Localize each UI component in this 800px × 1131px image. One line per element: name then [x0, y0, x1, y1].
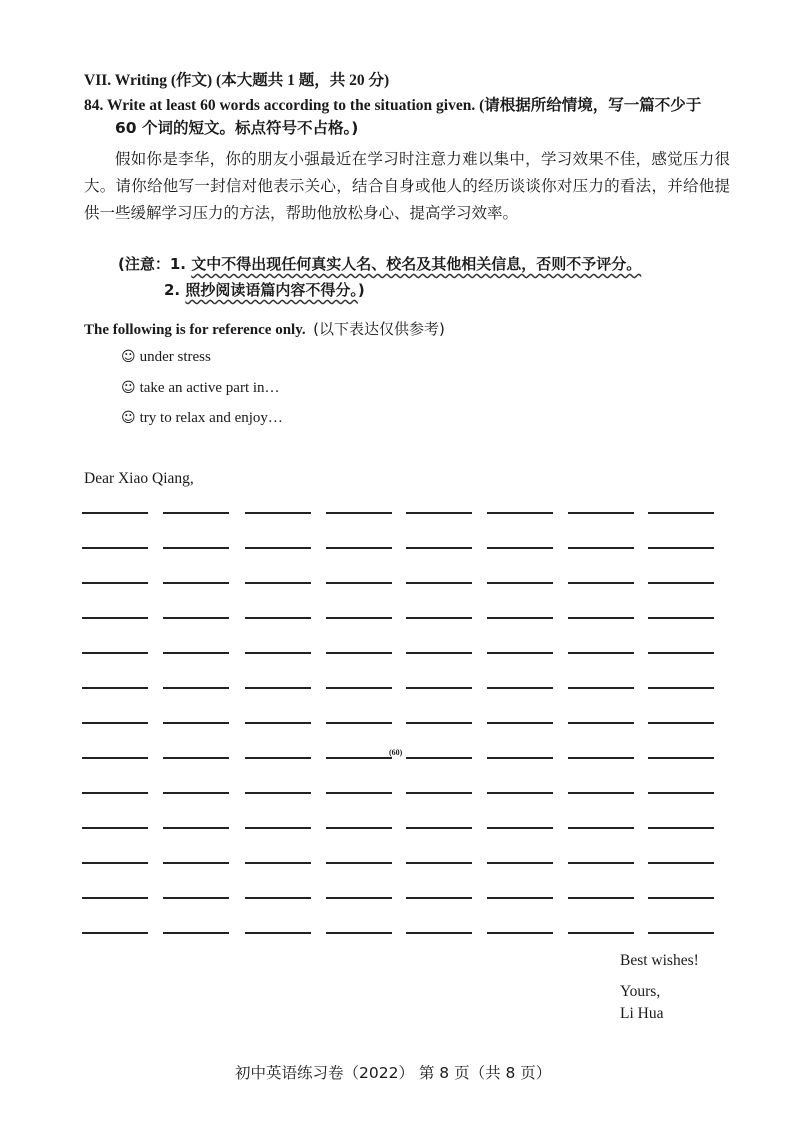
- letter-closing: Best wishes!: [620, 952, 699, 969]
- hint-text: try to relax and enjoy…: [139, 410, 283, 426]
- answer-blank[interactable]: [648, 722, 714, 724]
- answer-blank[interactable]: [163, 722, 229, 724]
- reference-title-en: The following is for reference only.: [84, 322, 306, 338]
- answer-blank[interactable]: [245, 652, 311, 654]
- answer-blank[interactable]: [648, 582, 714, 584]
- answer-blank[interactable]: [568, 862, 634, 864]
- answer-blank[interactable]: [245, 547, 311, 549]
- answer-blank[interactable]: [568, 512, 634, 514]
- smiley-icon: ☺: [121, 380, 136, 396]
- letter-sign-off: Yours,: [620, 983, 661, 1000]
- note-1-text: 文中不得出现任何真实人名、校名及其他相关信息，否则不予评分。: [191, 255, 642, 273]
- answer-blank[interactable]: [82, 652, 148, 654]
- answer-blank[interactable]: [163, 897, 229, 899]
- answer-blank[interactable]: [406, 897, 472, 899]
- answer-blank[interactable]: [163, 512, 229, 514]
- answer-blank[interactable]: [326, 582, 392, 584]
- hint-item: [121, 349, 211, 366]
- answer-blank[interactable]: [163, 792, 229, 794]
- answer-line-row: [0, 722, 636, 724]
- answer-blank[interactable]: [245, 757, 311, 759]
- answer-blank[interactable]: [648, 932, 714, 934]
- answer-blank[interactable]: [568, 932, 634, 934]
- answer-blank[interactable]: [326, 722, 392, 724]
- answer-line-row: [0, 617, 636, 619]
- answer-blank[interactable]: [487, 862, 553, 864]
- question-prompt-line1: 84. Write at least 60 words according to the situation given. (请根据所给情境，写一篇不少于: [84, 97, 702, 114]
- answer-blank[interactable]: [326, 757, 392, 759]
- answer-blank[interactable]: [406, 722, 472, 724]
- answer-blank[interactable]: [82, 827, 148, 829]
- answer-blank[interactable]: [326, 652, 392, 654]
- answer-blank[interactable]: [568, 792, 634, 794]
- answer-blank[interactable]: [163, 932, 229, 934]
- answer-blank[interactable]: [487, 687, 553, 689]
- answer-blank[interactable]: [487, 757, 553, 759]
- answer-blank[interactable]: [487, 582, 553, 584]
- answer-blank[interactable]: [648, 687, 714, 689]
- answer-blank[interactable]: [245, 827, 311, 829]
- answer-line-row: [0, 652, 636, 654]
- answer-blank[interactable]: [82, 792, 148, 794]
- answer-blank[interactable]: [648, 652, 714, 654]
- answer-blank[interactable]: [568, 757, 634, 759]
- hint-item: [121, 380, 280, 397]
- answer-blank[interactable]: [487, 547, 553, 549]
- answer-blank[interactable]: [326, 617, 392, 619]
- answer-blank[interactable]: [326, 547, 392, 549]
- answer-blank[interactable]: [245, 582, 311, 584]
- answer-blank[interactable]: [568, 827, 634, 829]
- answer-blank[interactable]: [487, 617, 553, 619]
- answer-blank[interactable]: [487, 827, 553, 829]
- question-prompt-line2: 60 个词的短文。标点符号不占格。): [115, 119, 359, 137]
- answer-blank[interactable]: [406, 582, 472, 584]
- answer-blank[interactable]: [82, 897, 148, 899]
- answer-blank[interactable]: [406, 757, 472, 759]
- note-2-text: 照抄阅读语篇内容不得分。: [185, 281, 358, 299]
- answer-blank[interactable]: [568, 617, 634, 619]
- answer-blank[interactable]: [406, 862, 472, 864]
- answer-line-row: [0, 547, 636, 549]
- answer-blank[interactable]: [648, 792, 714, 794]
- section-title: VII. Writing (作文) (本大题共 1 题，共 20 分): [84, 72, 390, 89]
- answer-blank[interactable]: [568, 897, 634, 899]
- answer-line-row: [0, 897, 636, 899]
- answer-blank[interactable]: [487, 897, 553, 899]
- answer-blank[interactable]: [406, 792, 472, 794]
- answer-blank[interactable]: [82, 862, 148, 864]
- note-1: [118, 253, 641, 274]
- answer-blank[interactable]: [82, 722, 148, 724]
- answer-blank[interactable]: [326, 897, 392, 899]
- answer-blank[interactable]: [648, 827, 714, 829]
- answer-line-row: [0, 687, 636, 689]
- answer-blank[interactable]: [648, 757, 714, 759]
- answer-blank[interactable]: [82, 617, 148, 619]
- answer-blank[interactable]: [568, 547, 634, 549]
- answer-blank[interactable]: [487, 652, 553, 654]
- answer-blank[interactable]: [245, 512, 311, 514]
- answer-blank[interactable]: [82, 757, 148, 759]
- answer-blank[interactable]: [326, 792, 392, 794]
- answer-blank[interactable]: [245, 862, 311, 864]
- answer-blank[interactable]: [326, 932, 392, 934]
- answer-blank[interactable]: [163, 757, 229, 759]
- word-count-marker: (60): [389, 748, 403, 757]
- answer-blank[interactable]: [245, 722, 311, 724]
- answer-blank[interactable]: [648, 617, 714, 619]
- hint-text: take an active part in…: [139, 380, 280, 396]
- answer-blank[interactable]: [326, 512, 392, 514]
- answer-blank[interactable]: [82, 547, 148, 549]
- answer-line-row: [0, 827, 636, 829]
- answer-blank[interactable]: [82, 932, 148, 934]
- answer-blank[interactable]: [568, 652, 634, 654]
- answer-blank[interactable]: [568, 582, 634, 584]
- answer-line-row: [0, 862, 636, 864]
- answer-blank[interactable]: [163, 862, 229, 864]
- note-2-prefix: 2.: [164, 281, 186, 299]
- answer-blank[interactable]: [648, 897, 714, 899]
- answer-blank[interactable]: [326, 687, 392, 689]
- hint-text: under stress: [139, 349, 211, 365]
- answer-blank[interactable]: [487, 512, 553, 514]
- answer-blank[interactable]: [326, 827, 392, 829]
- hint-item: [121, 410, 283, 427]
- answer-blank[interactable]: [163, 617, 229, 619]
- answer-blank[interactable]: [406, 617, 472, 619]
- answer-blank[interactable]: [568, 722, 634, 724]
- page-footer: 初中英语练习卷（2022） 第 8 页（共 8 页）: [235, 1064, 552, 1082]
- answer-blank[interactable]: [163, 827, 229, 829]
- answer-blank[interactable]: [326, 862, 392, 864]
- situation-paragraph: 假如你是李华，你的朋友小强最近在学习时注意力难以集中，学习效果不佳，感觉压力很大。请你给他写一封信对他表示关心，结合自身或他人的经历谈谈你对压力的看法，并给他提供一些缓解学习压力的方法，帮助他放松身心、提高学习效率。: [84, 150, 730, 222]
- answer-blank[interactable]: [648, 862, 714, 864]
- answer-blank[interactable]: [163, 582, 229, 584]
- reference-title: [84, 318, 445, 339]
- answer-blank[interactable]: [406, 827, 472, 829]
- answer-blank[interactable]: [487, 792, 553, 794]
- answer-blank[interactable]: [245, 687, 311, 689]
- answer-blank[interactable]: [568, 687, 634, 689]
- letter-signature: Li Hua: [620, 1005, 664, 1022]
- reference-title-cn: (以下表达仅供参考): [313, 320, 445, 338]
- answer-blank[interactable]: [406, 932, 472, 934]
- answer-line-row: [0, 792, 636, 794]
- smiley-icon: ☺: [121, 410, 136, 426]
- answer-blank[interactable]: [648, 512, 714, 514]
- answer-blank[interactable]: [163, 547, 229, 549]
- letter-salutation: Dear Xiao Qiang,: [84, 470, 194, 487]
- answer-blank[interactable]: [163, 687, 229, 689]
- answer-blank[interactable]: [648, 547, 714, 549]
- answer-blank[interactable]: [82, 687, 148, 689]
- answer-blank[interactable]: [82, 512, 148, 514]
- note-2-suffix: ): [357, 281, 365, 299]
- answer-blank[interactable]: [82, 582, 148, 584]
- answer-blank[interactable]: [406, 512, 472, 514]
- answer-blank[interactable]: [487, 722, 553, 724]
- answer-line-row: [0, 582, 636, 584]
- answer-blank[interactable]: [245, 792, 311, 794]
- answer-blank[interactable]: [406, 652, 472, 654]
- answer-blank[interactable]: [406, 687, 472, 689]
- answer-blank[interactable]: [163, 652, 229, 654]
- smiley-icon: ☺: [121, 349, 136, 365]
- answer-blank[interactable]: [245, 617, 311, 619]
- answer-blank[interactable]: [245, 897, 311, 899]
- answer-line-row: [0, 932, 636, 934]
- answer-line-row: [0, 757, 636, 759]
- answer-blank[interactable]: [406, 547, 472, 549]
- note-2: [164, 279, 365, 300]
- answer-blank[interactable]: [487, 932, 553, 934]
- answer-blank[interactable]: [245, 932, 311, 934]
- answer-line-row: [0, 512, 636, 514]
- note-prefix: (注意：1.: [118, 255, 192, 273]
